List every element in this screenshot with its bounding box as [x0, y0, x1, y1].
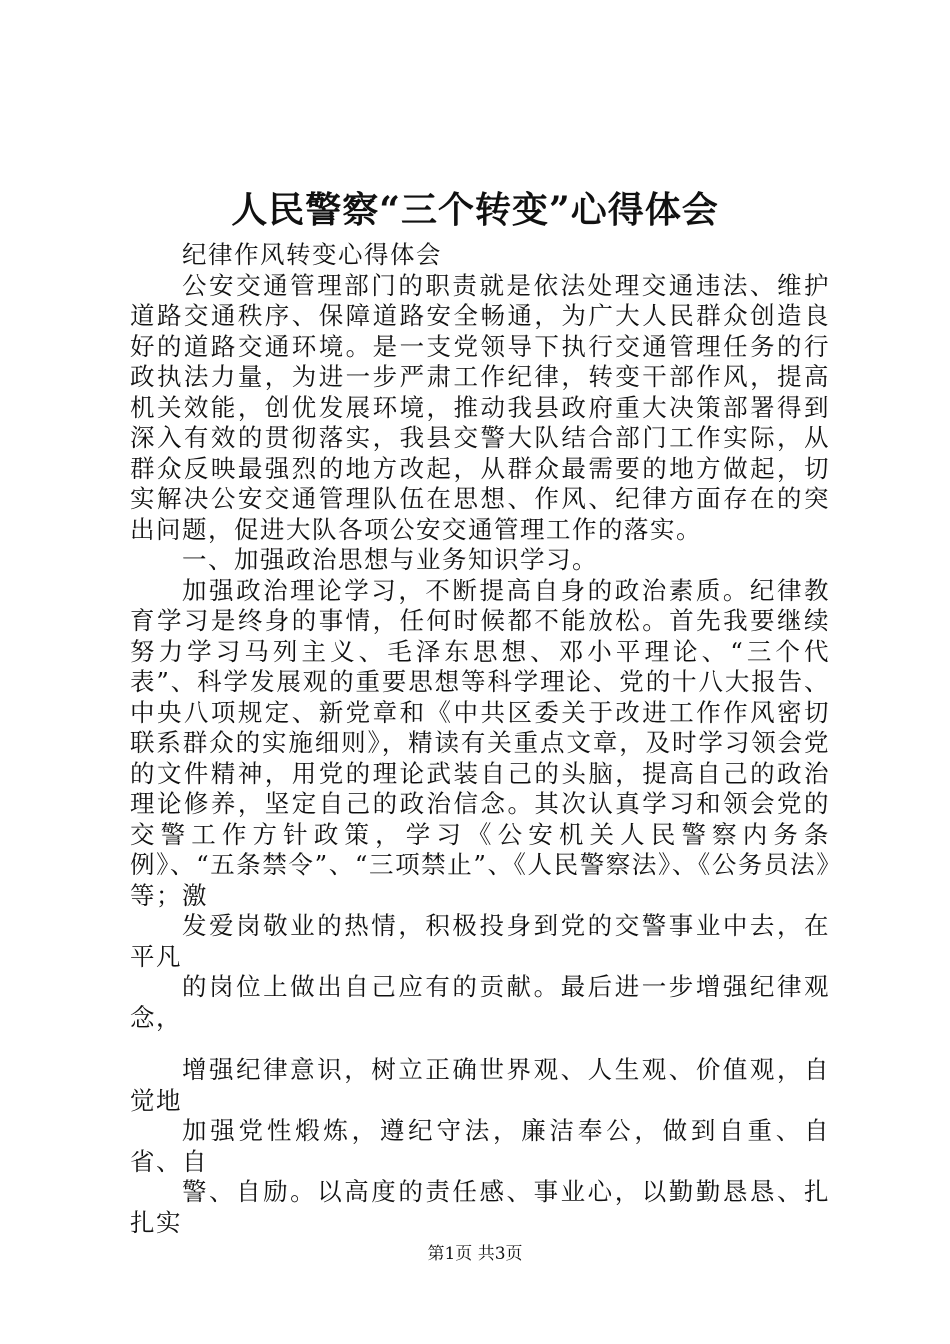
paragraph-fragment-3: 增强纪律意识，树立正确世界观、人生观、价值观，自觉地	[130, 1055, 830, 1115]
paragraph-study: 加强政治理论学习，不断提高自身的政治素质。纪律教育学习是终身的事情，任何时候都不能放松。首先我要继续努力学习马列主义、毛泽东思想、邓小平理论、“三个代表”、科学发展观的重要思想等科学理论、党的十八大报告、中央八项规定、新党章和《中共区委关于改进工作作风密切联系群众的实施细则》，精读有关重点文章，及时学习领会党的文件精神，用党的理论武装自己的头脑，提高自己的政治理论修养，坚定自己的政治信念。其次认真学习和领会党的交警工作方针政策，学习《公安机关人民警察内务条例》、“五条禁令”、“三项禁止”、《人民警察法》、《公务员法》等；激	[130, 575, 830, 910]
document-body	[130, 240, 830, 1238]
paragraph-section-heading: 一、加强政治思想与业务知识学习。	[182, 545, 598, 574]
paragraph-subtitle: 纪律作风转变心得体会	[182, 240, 442, 269]
paragraph-fragment-2: 的岗位上做出自己应有的贡献。最后进一步增强纪律观念，	[130, 972, 830, 1032]
paragraph-intro: 公安交通管理部门的职责就是依法处理交通违法、维护道路交通秩序、保障道路安全畅通，为广大人民群众创造良好的道路交通环境。是一支党领导下执行交通管理任务的行政执法力量，为进一步严肃工作纪律，转变干部作风，提高机关效能，创优发展环境，推动我县政府重大决策部署得到深入有效的贯彻落实，我县交警大队结合部门工作实际，从群众反映最强烈的地方改起，从群众最需要的地方做起，切实解决公安交通管理队伍在思想、作风、纪律方面存在的突出问题，促进大队各项公安交通管理工作的落实。	[130, 270, 830, 544]
page-footer: 第1页 共3页	[427, 1244, 523, 1264]
paragraph-fragment-4: 加强党性煅炼，遵纪守法，廉洁奉公，做到自重、自省、自	[130, 1116, 830, 1176]
document-title: 人民警察“三个转变”心得体会	[231, 189, 719, 231]
paragraph-fragment-5: 警、自励。以高度的责任感、事业心，以勤勤恳恳、扎扎实	[130, 1177, 830, 1237]
paragraph-fragment-1: 发爱岗敬业的热情，积极投身到党的交警事业中去，在平凡	[130, 911, 830, 971]
